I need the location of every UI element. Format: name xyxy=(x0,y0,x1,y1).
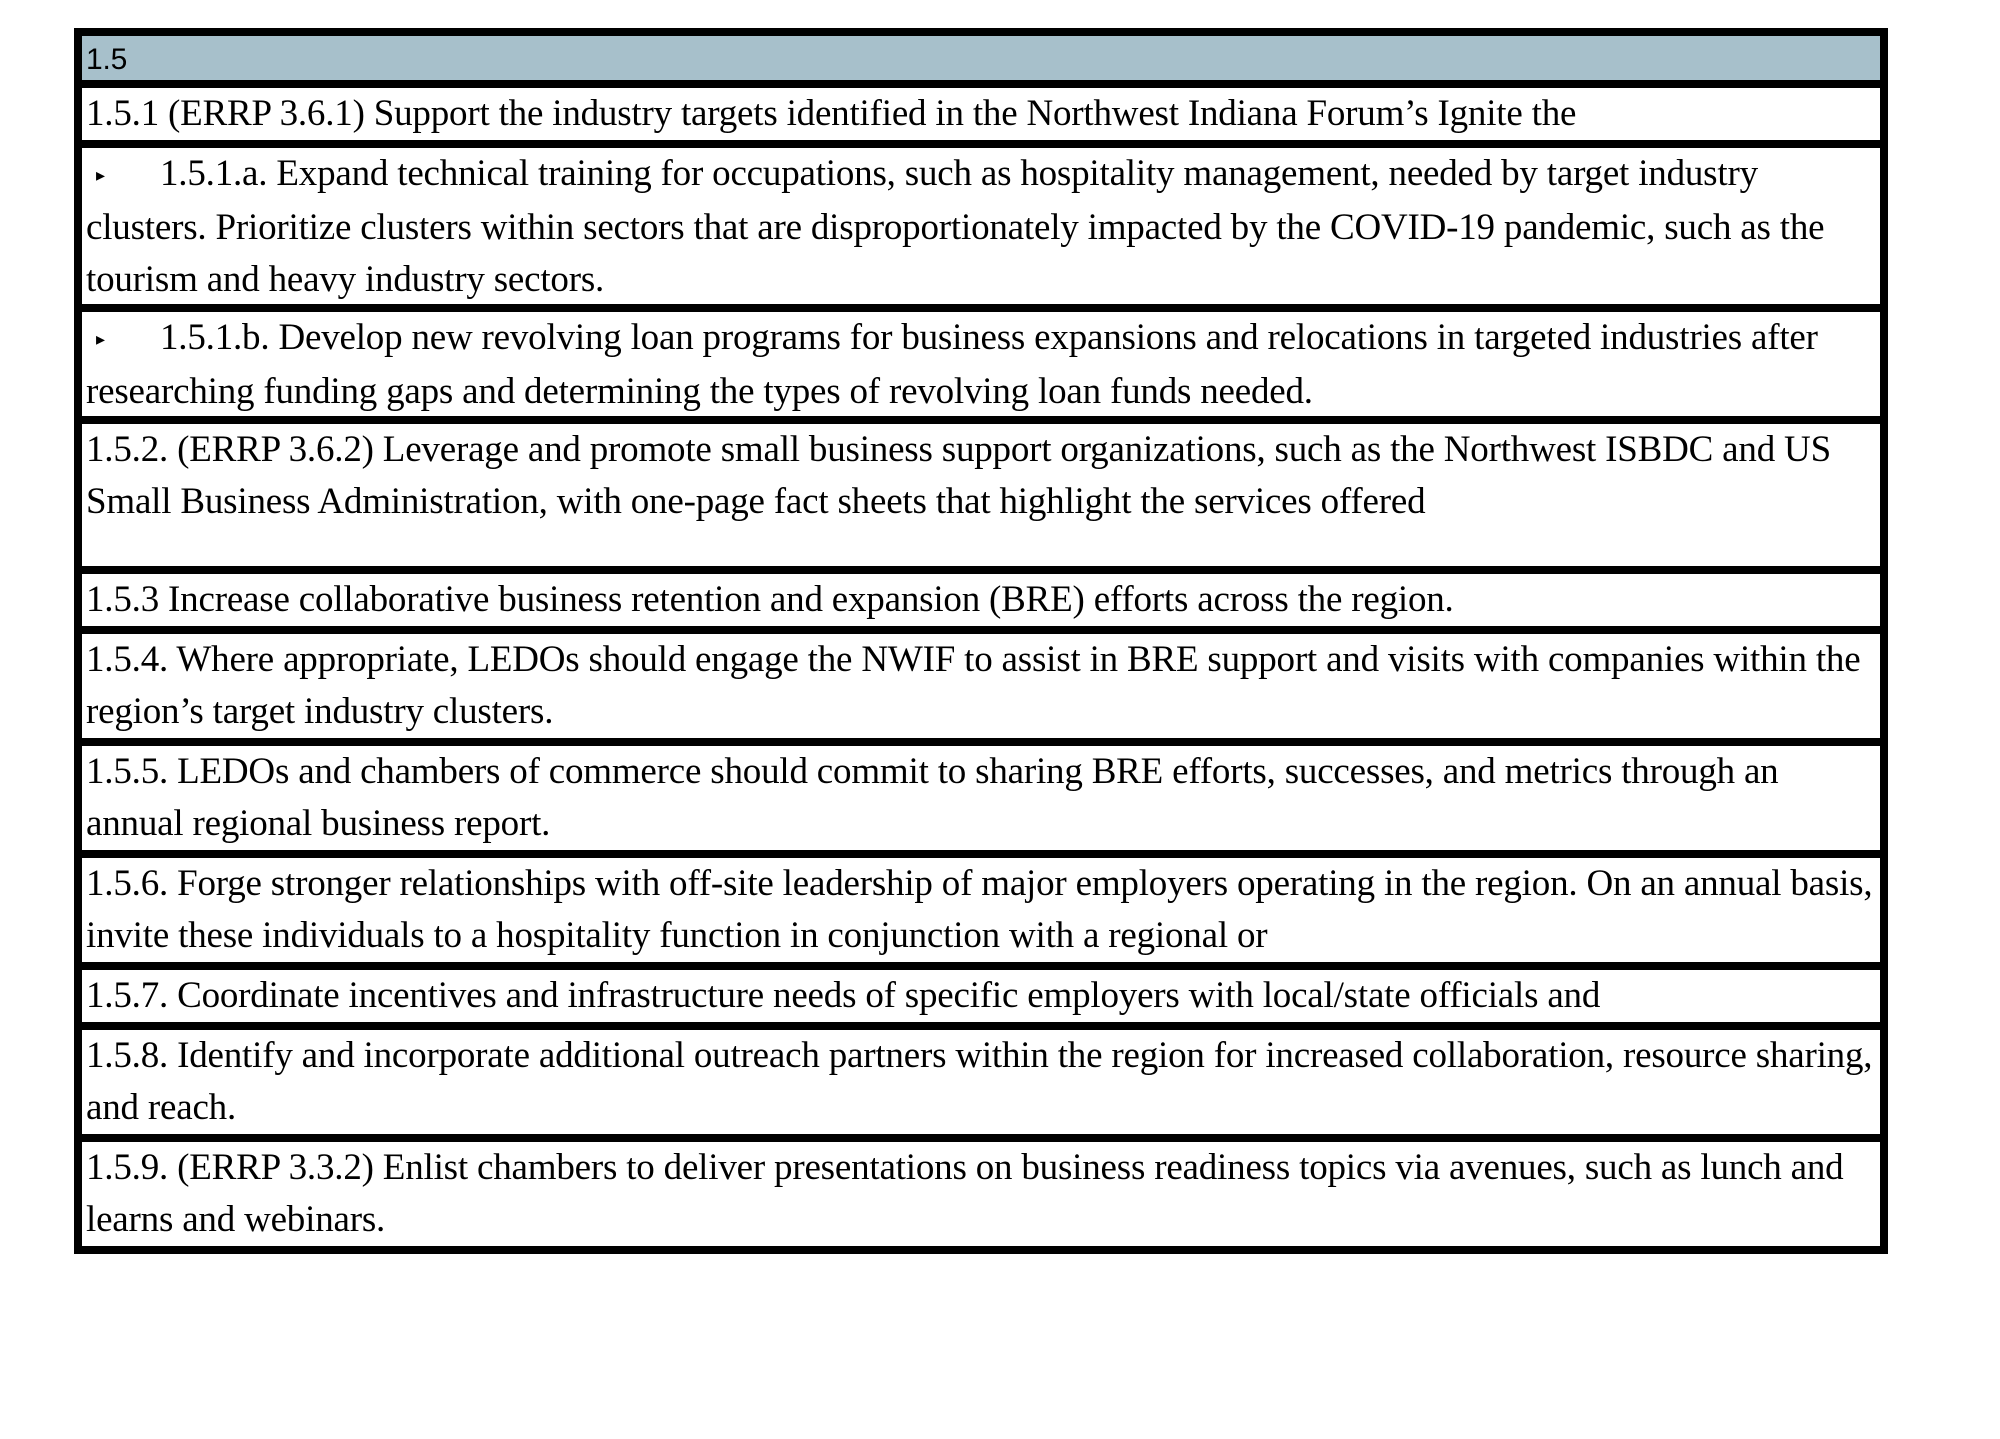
triangle-bullet-icon: ▸ xyxy=(96,165,105,186)
row-text: 1.5.2. (ERRP 3.6.2) Leverage and promote small business support organizations, such as the Northwest ISBDC and US Small Business Administration, with one-page fact sheets that highlight the services offered xyxy=(86,429,1831,522)
table-row xyxy=(82,88,1880,140)
strategy-table xyxy=(74,28,1888,1254)
table-row xyxy=(82,148,1880,304)
row-text: 1.5.5. LEDOs and chambers of commerce should commit to sharing BRE efforts, successes, and metrics through an annual regional business report. xyxy=(86,751,1779,844)
row-text: 1.5.9. (ERRP 3.3.2) Enlist chambers to deliver presentations on business readiness topics via avenues, such as lunch and learns and webinars. xyxy=(86,1147,1844,1240)
table-row xyxy=(82,970,1880,1022)
table-header-cell: 1.5 xyxy=(82,36,1880,80)
table-row xyxy=(82,574,1880,626)
row-text: 1.5.3 Increase collaborative business retention and expansion (BRE) efforts across the region. xyxy=(86,579,1454,620)
table-row xyxy=(82,1142,1880,1246)
row-text: 1.5.8. Identify and incorporate additional outreach partners within the region for increased collaboration, resource sharing, and reach. xyxy=(86,1035,1873,1128)
row-text: 1.5.1 (ERRP 3.6.1) Support the industry targets identified in the Northwest Indiana Forum’s Ignite the xyxy=(86,93,1577,134)
row-text: 1.5.6. Forge stronger relationships with off-site leadership of major employers operating in the region. On an annual basis, invite these individuals to a hospitality function in conjunction with a regional or xyxy=(86,863,1873,956)
row-text: 1.5.1.b. Develop new revolving loan programs for business expansions and relocations in targeted industries after researching funding gaps and determining the types of revolving loan funds needed. xyxy=(86,317,1818,412)
table-row xyxy=(82,424,1880,566)
row-text: 1.5.1.a. Expand technical training for occupations, such as hospitality management, needed by target industry clusters. Prioritize clusters within sectors that are disproportionately impacted by the COVID-19 pandemic, such as the tourism and heavy industry sectors. xyxy=(86,153,1825,300)
table-row xyxy=(82,858,1880,962)
row-text: 1.5.4. Where appropriate, LEDOs should engage the NWIF to assist in BRE support and visits with companies within the region’s target industry clusters. xyxy=(86,639,1861,732)
table-row xyxy=(82,634,1880,738)
row-text: 1.5.7. Coordinate incentives and infrastructure needs of specific employers with local/state officials and xyxy=(86,975,1601,1016)
table-row xyxy=(82,746,1880,850)
table-row xyxy=(82,312,1880,416)
table-row xyxy=(82,1030,1880,1134)
triangle-bullet-icon: ▸ xyxy=(96,329,105,350)
